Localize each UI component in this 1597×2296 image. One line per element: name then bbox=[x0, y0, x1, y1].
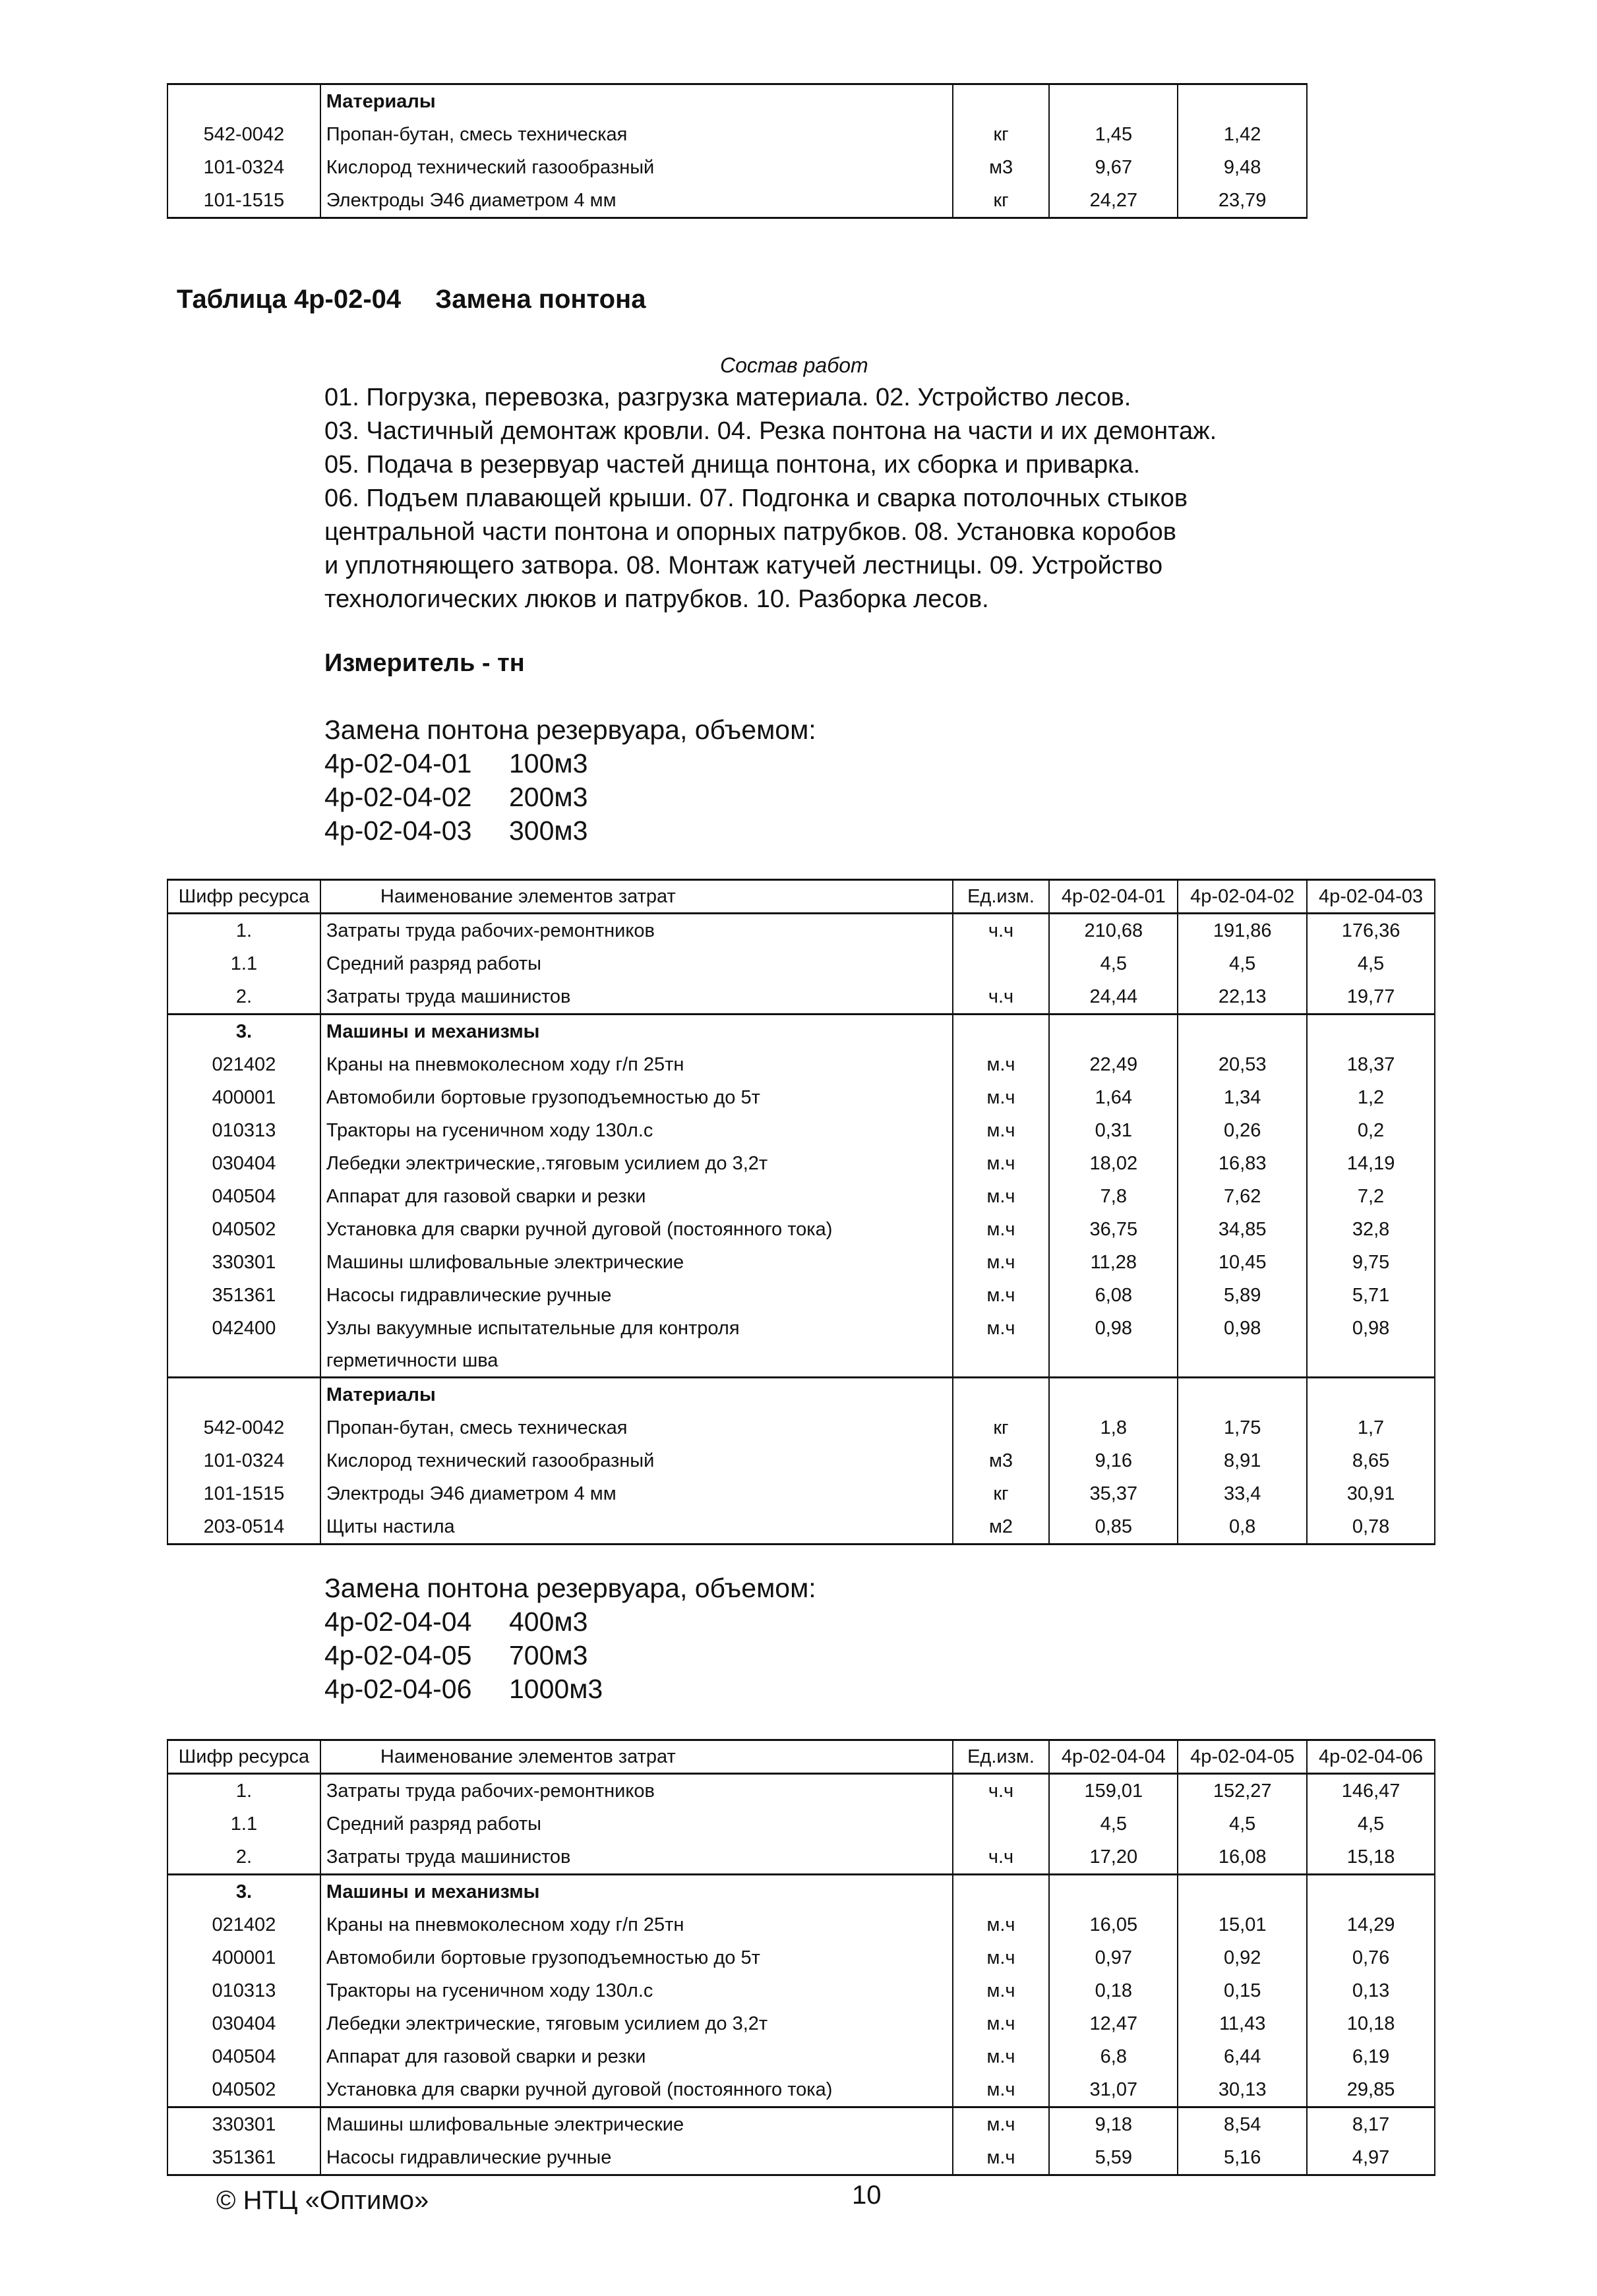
top-materials-table bbox=[167, 83, 1308, 219]
work-line: 03. Частичный демонтаж кровли. 04. Резка понтона на части и их демонтаж. bbox=[324, 417, 1217, 445]
list-item: 4р-02-04-06 1000м3 bbox=[324, 1674, 603, 1704]
table-row: 351361 Насосы гидравлические ручные м.ч 5,59 5,16 4,97 bbox=[167, 2141, 1435, 2175]
resource-table-1 bbox=[167, 879, 1435, 1545]
work-line: и уплотняющего затвора. 08. Монтаж катучей лестницы. 09. Устройство bbox=[324, 552, 1163, 579]
table-header-row: Шифр ресурса Наименование элементов затрат Ед.изм. 4р-02-04-01 4р-02-04-02 4р-02-04-03 bbox=[167, 880, 1435, 914]
block1-intro bbox=[324, 713, 816, 848]
table-title bbox=[177, 285, 680, 314]
work-line: центральной части понтона и опорных патрубков. 08. Установка коробов bbox=[324, 518, 1176, 546]
list-item: 4р-02-04-03 300м3 bbox=[324, 815, 588, 846]
table-row: 1.1 Средний разряд работы 4,5 4,5 4,5 bbox=[167, 947, 1435, 980]
table-row: 021402 Краны на пневмоколесном ходу г/п 25тн м.ч 22,49 20,53 18,37 bbox=[167, 1048, 1435, 1081]
table-row: 040504 Аппарат для газовой сварки и резки м.ч 7,8 7,62 7,2 bbox=[167, 1180, 1435, 1213]
intro-text: Замена понтона резервуара, объемом: bbox=[324, 1573, 816, 1603]
table-row: 040504 Аппарат для газовой сварки и резки м.ч 6,8 6,44 6,19 bbox=[167, 2040, 1435, 2073]
work-line: технологических люков и патрубков. 10. Разборка лесов. bbox=[324, 585, 989, 613]
table-row: 101-1515 Электроды Э46 диаметром 4 мм кг 24,27 23,79 bbox=[167, 184, 1307, 218]
table-row: 030404 Лебедки электрические, тяговым усилием до 3,2т м.ч 12,47 11,43 10,18 bbox=[167, 2007, 1435, 2040]
table-row: 1. Затраты труда рабочих-ремонтников ч.ч 159,01 152,27 146,47 bbox=[167, 1774, 1435, 1808]
list-item: 4р-02-04-04 400м3 bbox=[324, 1606, 588, 1637]
list-item: 4р-02-04-02 200м3 bbox=[324, 782, 588, 812]
table-row: 1. Затраты труда рабочих-ремонтников ч.ч 210,68 191,86 176,36 bbox=[167, 914, 1435, 948]
work-heading: Состав работ bbox=[720, 353, 868, 377]
table-row: 021402 Краны на пневмоколесном ходу г/п 25тн м.ч 16,05 15,01 14,29 bbox=[167, 1908, 1435, 1941]
block2-intro bbox=[324, 1572, 816, 1706]
work-line: 06. Подъем плавающей крыши. 07. Подгонка и сварка потолочных стыков bbox=[324, 485, 1188, 512]
table-row: герметичности шва bbox=[167, 1345, 1435, 1378]
table-row: 030404 Лебедки электрические,.тяговым усилием до 3,2т м.ч 18,02 16,83 14,19 bbox=[167, 1147, 1435, 1180]
table-row: 3. Машины и механизмы bbox=[167, 1875, 1435, 1909]
table-row: 3. Машины и механизмы bbox=[167, 1015, 1435, 1049]
table-row: 542-0042 Пропан-бутан, смесь техническая кг 1,45 1,42 bbox=[167, 118, 1307, 151]
table-row: 010313 Тракторы на гусеничном ходу 130л.с м.ч 0,18 0,15 0,13 bbox=[167, 1974, 1435, 2007]
page-number: 10 bbox=[852, 2181, 882, 2210]
table-row: 040502 Установка для сварки ручной дуговой (постоянного тока) м.ч 36,75 34,85 32,8 bbox=[167, 1213, 1435, 1246]
table-row: 2. Затраты труда машинистов ч.ч 17,20 16,08 15,18 bbox=[167, 1840, 1435, 1875]
work-description bbox=[324, 381, 1353, 616]
work-line: 01. Погрузка, перевозка, разгрузка материала. 02. Устройство лесов. bbox=[324, 384, 1131, 411]
table-row: 101-0324 Кислород технический газообразный м3 9,16 8,91 8,65 bbox=[167, 1444, 1435, 1477]
table-row: 2. Затраты труда машинистов ч.ч 24,44 22,13 19,77 bbox=[167, 980, 1435, 1015]
table-row: 400001 Автомобили бортовые грузоподъемностью до 5т м.ч 0,97 0,92 0,76 bbox=[167, 1941, 1435, 1974]
table-row: 042400 Узлы вакуумные испытательные для контроля м.ч 0,98 0,98 0,98 bbox=[167, 1312, 1435, 1345]
table-name: Замена понтона bbox=[435, 285, 646, 314]
table-row: 330301 Машины шлифовальные электрические м.ч 11,28 10,45 9,75 bbox=[167, 1246, 1435, 1279]
work-line: 05. Подача в резервуар частей днища понтона, их сборка и приварка. bbox=[324, 451, 1141, 479]
list-item: 4р-02-04-05 700м3 bbox=[324, 1640, 588, 1670]
table-row: 203-0514 Щиты настила м2 0,85 0,8 0,78 bbox=[167, 1510, 1435, 1545]
table-header-row: Шифр ресурса Наименование элементов затрат Ед.изм. 4р-02-04-04 4р-02-04-05 4р-02-04-06 bbox=[167, 1740, 1435, 1774]
resource-table-2 bbox=[167, 1739, 1435, 2176]
table-row: 040502 Установка для сварки ручной дуговой (постоянного тока) м.ч 31,07 30,13 29,85 bbox=[167, 2073, 1435, 2107]
section-label: Материалы bbox=[320, 84, 953, 119]
table-row: Материалы bbox=[167, 1378, 1435, 1412]
table-row bbox=[167, 84, 1307, 119]
list-item: 4р-02-04-01 100м3 bbox=[324, 748, 588, 779]
table-number: Таблица 4р-02-04 bbox=[177, 285, 402, 314]
table-row: 400001 Автомобили бортовые грузоподъемностью до 5т м.ч 1,64 1,34 1,2 bbox=[167, 1081, 1435, 1114]
table-row: 351361 Насосы гидравлические ручные м.ч 6,08 5,89 5,71 bbox=[167, 1279, 1435, 1312]
table-row: 101-1515 Электроды Э46 диаметром 4 мм кг 35,37 33,4 30,91 bbox=[167, 1477, 1435, 1510]
measure-unit: Измеритель - тн bbox=[324, 649, 525, 677]
table-row: 330301 Машины шлифовальные электрические м.ч 9,18 8,54 8,17 bbox=[167, 2107, 1435, 2142]
table-row: 101-0324 Кислород технический газообразный м3 9,67 9,48 bbox=[167, 151, 1307, 184]
intro-text: Замена понтона резервуара, объемом: bbox=[324, 715, 816, 745]
table-row: 010313 Тракторы на гусеничном ходу 130л.с м.ч 0,31 0,26 0,2 bbox=[167, 1114, 1435, 1147]
table-row: 1.1 Средний разряд работы 4,5 4,5 4,5 bbox=[167, 1808, 1435, 1840]
table-row: 542-0042 Пропан-бутан, смесь техническая кг 1,8 1,75 1,7 bbox=[167, 1411, 1435, 1444]
footer-copyright: © НТЦ «Оптимо» bbox=[216, 2186, 429, 2215]
